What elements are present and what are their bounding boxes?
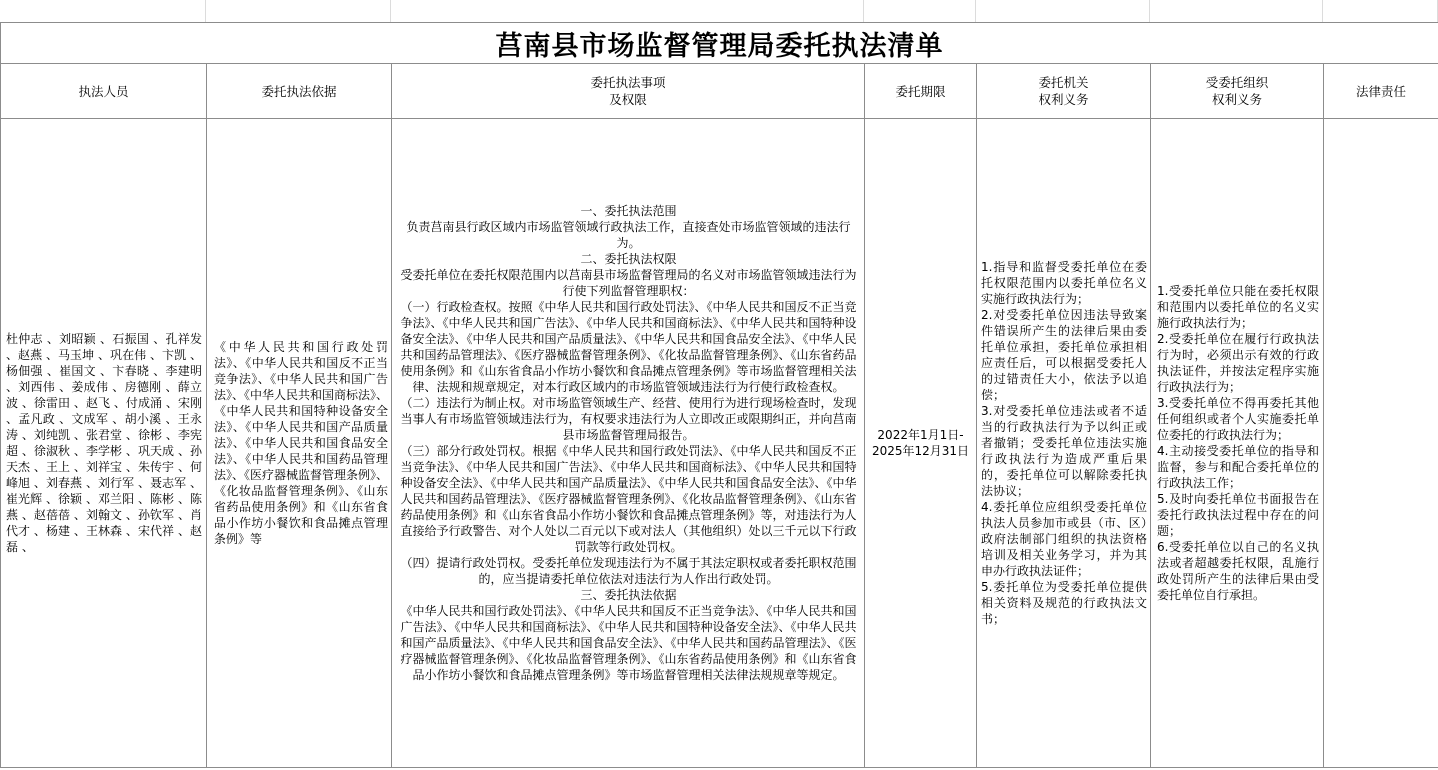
body-row	[1, 119, 1438, 768]
header-staff[interactable]: 执法人员	[1, 64, 207, 119]
delegation-table	[0, 22, 1438, 768]
client-duties	[977, 259, 1150, 627]
agent-duty: 4.主动接受委托单位的指导和监督，参与和配合委托单位的行政执法工作；	[1157, 444, 1319, 490]
cell-staff[interactable]	[1, 119, 207, 768]
grid-cell[interactable]	[0, 0, 206, 22]
header-agent-line1: 受委托组织	[1205, 75, 1269, 90]
matters-text	[392, 203, 864, 683]
header-client[interactable]	[977, 64, 1151, 119]
matters-item1: （一）行政检查权。按照《中华人民共和国行政处罚法》、《中华人民共和国反不正当竞争法》、《中华人民共和国广告法》、《中华人民共和国商标法》、《中华人民共和国特种设备安全法》、《中华人民共和国产品质量法》、《中华人民共和国食品安全法》、《中华人民共和国药品管理法》、《医疗器械监督管理条例》、《化妆品监督管理条例》、《山东省药品使用条例》和《山东省食品小作坊小餐饮和食品摊点管理条例》等市场监督管理相关法律、法规和规章规定，对本行政区域内的市场监管领域违法行为行使行政检查权。	[400, 300, 857, 394]
matters-item2: （二）违法行为制止权。对市场监管领域生产、经营、使用行为进行现场检查时，发现当事人有市场监管领域违法行为，有权要求违法行为人立即改正或限期纠正，并向莒南县市场监督管理局报告。	[400, 396, 857, 442]
matters-section2-intro: 受委托单位在委托权限范围内以莒南县市场监督管理局的名义对市场监管领域违法行为行使下列监督管理职权：	[400, 268, 857, 298]
client-duty: 3.对受委托单位违法或者不适当的行政执法行为予以纠正或者撤销；受委托单位违法实施行政执法行为造成严重后果的，委托单位可以解除委托执法协议；	[981, 404, 1147, 498]
sheet-title[interactable]: 莒南县市场监督管理局委托执法清单	[1, 23, 1438, 64]
matters-item3: （三）部分行政处罚权。根据《中华人民共和国行政处罚法》、《中华人民共和国反不正当竞争法》、《中华人民共和国广告法》、《中华人民共和国商标法》、《中华人民共和国特种设备安全法》、《中华人民共和国产品质量法》、《中华人民共和国食品安全法》、《中华人民共和国药品管理法》、《医疗器械监督管理条例》、《化妆品监督管理条例》、《山东省药品使用条例》和《山东省食品小作坊小餐饮和食品摊点管理条例》等，对违法行为人直接给予行政警告、对个人处以二百元以下或对法人（其他组织）处以三千元以下行政罚款等行政处罚权。	[400, 444, 857, 554]
agent-duty: 5.及时向委托单位书面报告在委托行政执法过程中存在的问题；	[1157, 492, 1319, 538]
header-period[interactable]: 委托期限	[865, 64, 977, 119]
cell-basis[interactable]	[207, 119, 392, 768]
client-duty: 4.委托单位应组织受委托单位执法人员参加市或县（市、区）政府法制部门组织的执法资格培训及相关业务学习，并为其申办行政执法证件；	[981, 500, 1147, 578]
matters-section1-body: 负责莒南县行政区域内市场监管领域行政执法工作，直接查处市场监管领域的违法行为。	[406, 220, 851, 250]
header-matters-line2: 及权限	[609, 92, 647, 107]
grid-cell[interactable]	[1150, 0, 1323, 22]
client-duty: 2.对受委托单位因违法导致案件错误所产生的法律后果由委托单位承担，委托单位承担相应责任后，可以根据受委托人的过错责任大小，依法予以追偿；	[981, 308, 1147, 402]
header-client-line1: 委托机关	[1038, 75, 1089, 90]
header-liability[interactable]: 法律责任	[1324, 64, 1438, 119]
grid-cell[interactable]	[391, 0, 864, 22]
matters-section1-title: 一、委托执法范围	[580, 204, 677, 218]
header-basis[interactable]: 委托执法依据	[207, 64, 392, 119]
staff-list: 杜仲志 、刘昭颖 、石振国 、孔祥发 、赵燕 、马玉坤 、巩在伟 、卞凯 、杨佃强 、崔国文 、卞春晓 、李建明 、刘西伟 、姜成伟 、房德刚 、薛立波 、徐雷田 、赵飞 、付成涌 、宋刚 、孟凡政 、文成军 、胡小溪 、王永涛 、刘纯凯 、张君堂 、徐彬 、李宪超 、徐淑秋 、李学彬 、巩天成 、孙天杰 、王上 、刘祥宝 、朱传宇 、何峰旭 、刘春燕 、刘行军 、聂志军 、崔光辉 、徐颖 、邓兰阳 、陈彬 、陈燕 、赵蓓蓓 、刘翰文 、孙钦军 、肖代才 、杨建 、王林森 、宋代祥 、赵磊 、	[6, 332, 202, 554]
grid-cell[interactable]	[976, 0, 1150, 22]
client-duty: 1.指导和监督受委托单位在委托权限范围内以委托单位名义实施行政执法行为；	[981, 260, 1147, 306]
matters-section3-title: 三、委托执法依据	[580, 588, 677, 602]
period-end: 2025年12月31日	[871, 444, 970, 458]
cell-agent-duties[interactable]	[1151, 119, 1324, 768]
grid-cell[interactable]	[864, 0, 976, 22]
header-client-line2: 权利义务	[1038, 92, 1089, 107]
client-duty: 5.委托单位为受委托单位提供相关资料及规范的行政执法文书；	[981, 580, 1147, 626]
agent-duties	[1151, 283, 1323, 603]
cell-client-duties[interactable]	[977, 119, 1151, 768]
agent-duty: 6.受委托单位以自己的名义执法或者超越委托权限，乱施行政处罚所产生的法律后果由受委托单位自行承担。	[1157, 540, 1319, 602]
grid-cell[interactable]	[206, 0, 391, 22]
header-row	[1, 64, 1438, 119]
cell-period-selected[interactable]	[865, 119, 977, 768]
agent-duty: 1.受委托单位只能在委托权限和范围内以委托单位的名义实施行政执法行为；	[1157, 284, 1319, 330]
cell-liability[interactable]	[1324, 119, 1438, 768]
matters-section2-title: 二、委托执法权限	[580, 252, 677, 266]
period-text	[865, 427, 976, 459]
header-matters-line1: 委托执法事项	[590, 75, 666, 90]
matters-section3-body: 《中华人民共和国行政处罚法》、《中华人民共和国反不正当竞争法》、《中华人民共和国广告法》、《中华人民共和国商标法》、《中华人民共和国特种设备安全法》、《中华人民共和国产品质量法》、《中华人民共和国食品安全法》、《中华人民共和国药品管理法》、《医疗器械监督管理条例》、《化妆品监督管理条例》、《山东省药品使用条例》和《山东省食品小作坊小餐饮和食品摊点管理条例》等市场监督管理相关法律法规规章等规定。	[400, 604, 857, 682]
header-matters[interactable]	[392, 64, 865, 119]
period-start: 2022年1月1日-	[877, 428, 964, 442]
agent-duty: 2.受委托单位在履行行政执法行为时，必须出示有效的行政执法证件，并按法定程序实施行政执法行为；	[1157, 332, 1319, 394]
header-agent[interactable]	[1151, 64, 1324, 119]
agent-duty: 3.受委托单位不得再委托其他任何组织或者个人实施委托单位委托的行政执法行为；	[1157, 396, 1319, 442]
cell-matters[interactable]	[392, 119, 865, 768]
basis-text: 《中华人民共和国行政处罚法》、《中华人民共和国反不正当竞争法》、《中华人民共和国广告法》、《中华人民共和国商标法》、《中华人民共和国特种设备安全法》、《中华人民共和国产品质量法》、《中华人民共和国食品安全法》、《中华人民共和国药品管理法》、《医疗器械监督管理条例》、《化妆品监督管理条例》、《山东省药品使用条例》和《山东省食品小作坊小餐饮和食品摊点管理条例》等	[214, 340, 389, 546]
matters-item4: （四）提请行政处罚权。受委托单位发现违法行为不属于其法定职权或者委托职权范围的，应当提请委托单位依法对违法行为人作出行政处罚。	[400, 556, 857, 586]
header-agent-line2: 权利义务	[1211, 92, 1262, 107]
grid-cell[interactable]	[1323, 0, 1438, 22]
